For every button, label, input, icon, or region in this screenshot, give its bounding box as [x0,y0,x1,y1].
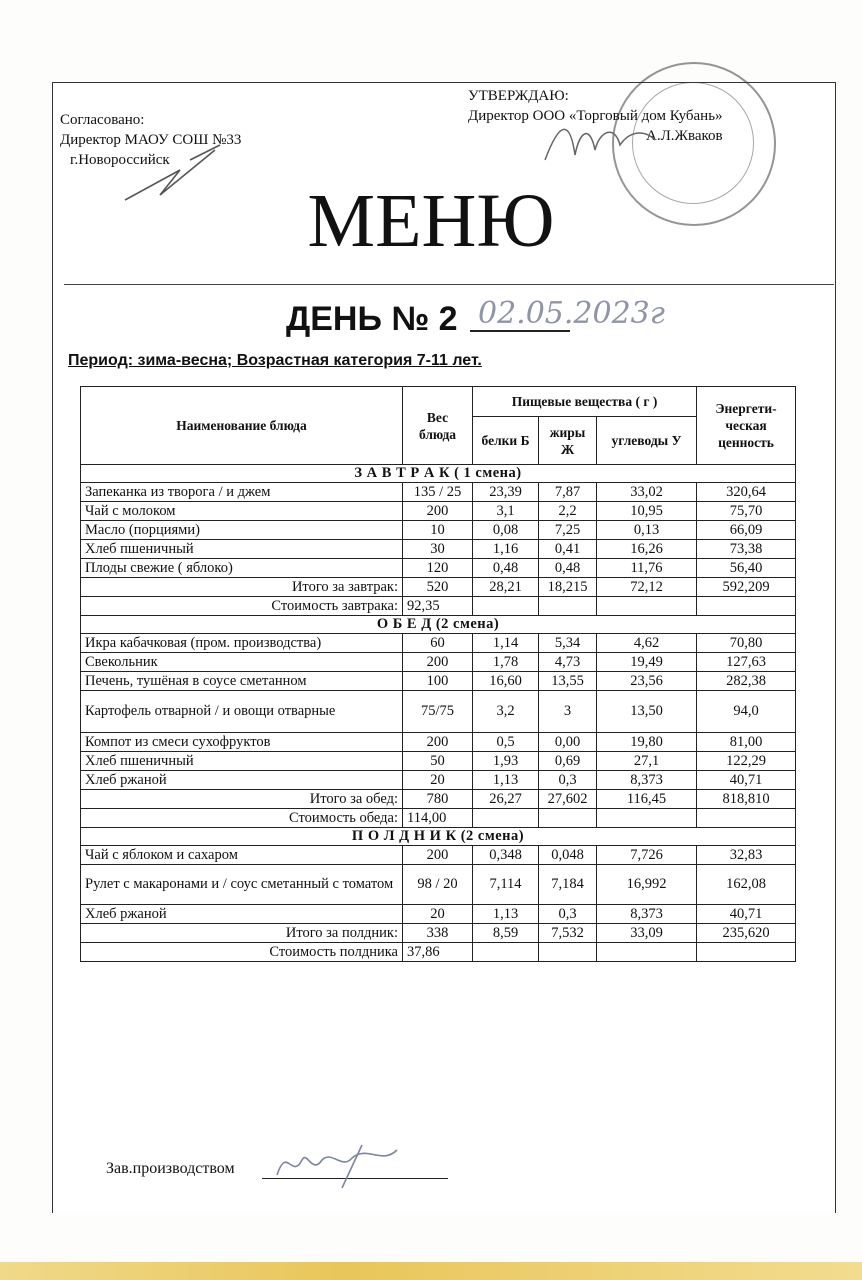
dish-weight: 10 [403,521,473,540]
dish-weight: 20 [403,771,473,790]
dish-weight: 200 [403,733,473,752]
dish-name: Плоды свежие ( яблоко) [81,559,403,578]
dish-energy: 73,38 [697,540,796,559]
menu-table-body [81,465,796,962]
empty-cell [697,597,796,616]
dish-proteins: 0,48 [473,559,539,578]
dish-name: Картофель отварной / и овощи отварные [81,691,403,733]
cost-value: 37,86 [403,943,473,962]
production-manager-label: Зав.производством [106,1160,235,1177]
dish-fats: 0,3 [539,905,597,924]
dish-weight: 60 [403,634,473,653]
dish-carbs: 13,50 [597,691,697,733]
dish-weight: 30 [403,540,473,559]
dish-fats: 0,00 [539,733,597,752]
dish-proteins: 7,114 [473,865,539,905]
section-row [81,465,796,483]
empty-cell [539,943,597,962]
dish-energy: 127,63 [697,653,796,672]
dish-carbs: 33,02 [597,483,697,502]
dish-proteins: 16,60 [473,672,539,691]
total-weight: 338 [403,924,473,943]
dish-energy: 282,38 [697,672,796,691]
total-label: Итого за завтрак: [81,578,403,597]
dish-row [81,905,796,924]
dish-carbs: 8,373 [597,771,697,790]
total-proteins: 8,59 [473,924,539,943]
dish-row [81,483,796,502]
dish-carbs: 27,1 [597,752,697,771]
header-energy: Энергети-ческая ценность [697,387,796,465]
cost-value: 114,00 [403,809,473,828]
total-row [81,790,796,809]
dish-weight: 200 [403,502,473,521]
dish-row [81,672,796,691]
dish-row [81,691,796,733]
dish-carbs: 19,49 [597,653,697,672]
dish-row [81,653,796,672]
total-carbs: 116,45 [597,790,697,809]
dish-carbs: 7,726 [597,846,697,865]
section-title: З А В Т Р А К ( 1 смена) [81,465,796,483]
dish-weight: 120 [403,559,473,578]
dish-name: Икра кабачковая (пром. производства) [81,634,403,653]
dish-fats: 7,25 [539,521,597,540]
dish-energy: 56,40 [697,559,796,578]
dish-row [81,634,796,653]
dish-name: Масло (порциями) [81,521,403,540]
empty-cell [597,597,697,616]
dish-energy: 94,0 [697,691,796,733]
approval-right-line1: УТВЕРЖДАЮ: [468,88,569,104]
dish-row [81,559,796,578]
dish-row [81,521,796,540]
dish-fats: 0,3 [539,771,597,790]
dish-proteins: 1,13 [473,771,539,790]
total-carbs: 72,12 [597,578,697,597]
dish-row [81,846,796,865]
dish-fats: 7,184 [539,865,597,905]
dish-name: Печень, тушёная в соусе сметанном [81,672,403,691]
dish-weight: 75/75 [403,691,473,733]
empty-cell [697,943,796,962]
dish-row [81,752,796,771]
divider [64,284,834,285]
header-nutrients: Пищевые вещества ( г ) [473,387,697,417]
header-fats: жиры Ж [539,417,597,465]
dish-energy: 162,08 [697,865,796,905]
total-weight: 520 [403,578,473,597]
header-weight: Вес блюда [403,387,473,465]
dish-proteins: 0,5 [473,733,539,752]
dish-proteins: 1,78 [473,653,539,672]
cost-value: 92,35 [403,597,473,616]
dish-fats: 3 [539,691,597,733]
approval-right-line2: Директор ООО «Торговый дом Кубань» [468,108,723,124]
total-row [81,924,796,943]
dish-proteins: 1,13 [473,905,539,924]
approval-left-line2: Директор МАОУ СОШ №33 [60,132,242,148]
dish-energy: 75,70 [697,502,796,521]
total-energy: 592,209 [697,578,796,597]
dish-proteins: 3,1 [473,502,539,521]
total-fats: 18,215 [539,578,597,597]
dish-fats: 0,69 [539,752,597,771]
dish-fats: 5,34 [539,634,597,653]
director-signature-right [540,110,660,170]
total-weight: 780 [403,790,473,809]
section-title: П О Л Д Н И К (2 смена) [81,828,796,846]
dish-name: Хлеб ржаной [81,771,403,790]
empty-cell [697,809,796,828]
dish-fats: 2,2 [539,502,597,521]
dish-carbs: 19,80 [597,733,697,752]
section-row [81,828,796,846]
section-row [81,616,796,634]
dish-energy: 32,83 [697,846,796,865]
dish-fats: 0,41 [539,540,597,559]
dish-proteins: 0,08 [473,521,539,540]
dish-name: Рулет с макаронами и / соус сметанный с томатом [81,865,403,905]
dish-energy: 66,09 [697,521,796,540]
day-number: ДЕНЬ № 2 [286,300,458,338]
dish-carbs: 16,992 [597,865,697,905]
period-line: Период: зима-весна; Возрастная категория 7-11 лет. [68,352,482,369]
dish-carbs: 4,62 [597,634,697,653]
approval-left-line3: г.Новороссийск [70,152,170,168]
dish-weight: 20 [403,905,473,924]
total-row [81,578,796,597]
dish-energy: 320,64 [697,483,796,502]
production-manager-signature [272,1140,412,1190]
cost-row [81,943,796,962]
empty-cell [473,809,539,828]
total-fats: 7,532 [539,924,597,943]
dish-fats: 0,048 [539,846,597,865]
dish-proteins: 3,2 [473,691,539,733]
dish-carbs: 8,373 [597,905,697,924]
dish-name: Чай с молоком [81,502,403,521]
dish-carbs: 23,56 [597,672,697,691]
header-proteins: белки Б [473,417,539,465]
dish-name: Свекольник [81,653,403,672]
empty-cell [597,943,697,962]
dish-carbs: 10,95 [597,502,697,521]
cost-label: Стоимость завтрака: [81,597,403,616]
header-carbs: углеводы У [597,417,697,465]
dish-proteins: 1,93 [473,752,539,771]
dish-weight: 200 [403,653,473,672]
dish-proteins: 23,39 [473,483,539,502]
cost-row [81,597,796,616]
dish-weight: 98 / 20 [403,865,473,905]
empty-cell [473,943,539,962]
dish-fats: 7,87 [539,483,597,502]
dish-energy: 122,29 [697,752,796,771]
dish-name: Запеканка из творога / и джем [81,483,403,502]
approval-left-line1: Согласовано: [60,112,145,128]
approval-right-line3: А.Л.Жваков [646,128,723,144]
total-energy: 818,810 [697,790,796,809]
header-dish: Наименование блюда [81,387,403,465]
dish-proteins: 1,16 [473,540,539,559]
total-fats: 27,602 [539,790,597,809]
empty-cell [597,809,697,828]
empty-cell [539,597,597,616]
dish-energy: 70,80 [697,634,796,653]
dish-row [81,502,796,521]
total-label: Итого за обед: [81,790,403,809]
cost-label: Стоимость полдника [81,943,403,962]
dish-fats: 0,48 [539,559,597,578]
total-energy: 235,620 [697,924,796,943]
dish-row [81,771,796,790]
dish-weight: 135 / 25 [403,483,473,502]
total-proteins: 26,27 [473,790,539,809]
dish-weight: 200 [403,846,473,865]
dish-proteins: 1,14 [473,634,539,653]
total-carbs: 33,09 [597,924,697,943]
empty-cell [539,809,597,828]
page-edge-background [0,1262,862,1280]
dish-name: Хлеб пшеничный [81,752,403,771]
page-title: МЕНЮ [307,179,555,263]
dish-name: Хлеб пшеничный [81,540,403,559]
dish-name: Хлеб ржаной [81,905,403,924]
dish-row [81,540,796,559]
dish-fats: 4,73 [539,653,597,672]
cost-label: Стоимость обеда: [81,809,403,828]
dish-energy: 81,00 [697,733,796,752]
dish-name: Чай с яблоком и сахаром [81,846,403,865]
total-proteins: 28,21 [473,578,539,597]
menu-table [80,386,796,962]
cost-row [81,809,796,828]
dish-weight: 50 [403,752,473,771]
dish-carbs: 0,13 [597,521,697,540]
dish-row [81,733,796,752]
handwritten-date: 02.05.2023г [478,296,665,331]
dish-name: Компот из смеси сухофруктов [81,733,403,752]
dish-fats: 13,55 [539,672,597,691]
section-title: О Б Е Д (2 смена) [81,616,796,634]
dish-row [81,865,796,905]
dish-weight: 100 [403,672,473,691]
dish-proteins: 0,348 [473,846,539,865]
dish-carbs: 16,26 [597,540,697,559]
dish-energy: 40,71 [697,905,796,924]
dish-carbs: 11,76 [597,559,697,578]
total-label: Итого за полдник: [81,924,403,943]
empty-cell [473,597,539,616]
dish-energy: 40,71 [697,771,796,790]
